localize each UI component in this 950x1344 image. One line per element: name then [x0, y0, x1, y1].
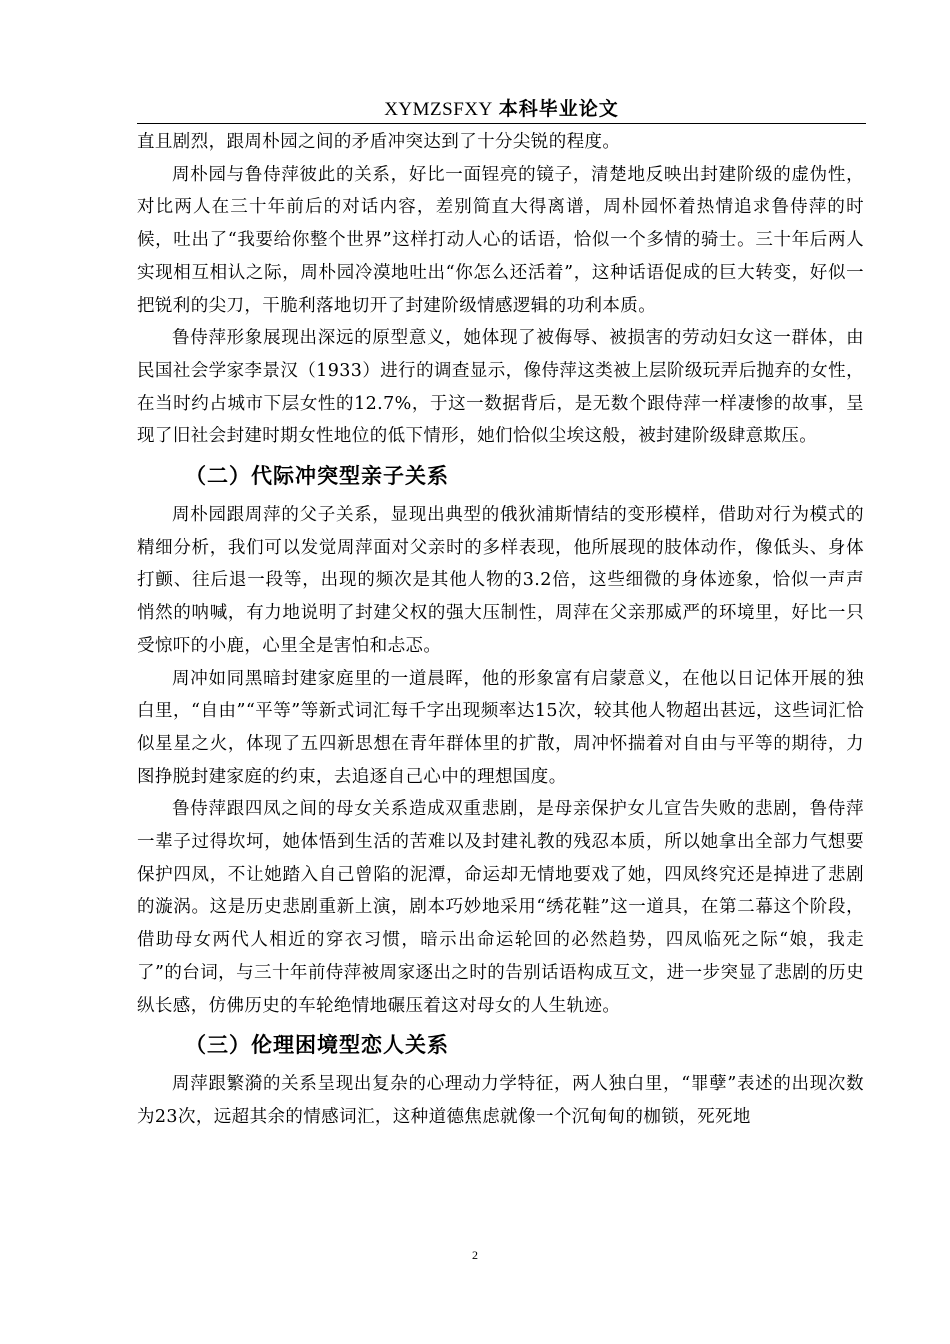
body-paragraph: 周朴园与鲁侍萍彼此的关系，好比一面锃亮的镜子，清楚地反映出封建阶级的虚伪性，对比两人在三十年前后的对话内容，差别简直大得离谱，周朴园怀着热情追求鲁侍萍的时候，吐出了“我要给你整个世界”这样打动人心的话语，恰似一个多情的骑士。三十年后两人实现相互相认之际，周朴园冷漠地吐出“你怎么还活着”，这种话语促成的巨大转变，好似一把锐利的尖刀，干脆利落地切开了封建阶级情感逻辑的功利本质。 — [137, 164, 864, 316]
running-header — [137, 96, 866, 122]
body-paragraph: 周冲如同黑暗封建家庭里的一道晨晖，他的形象富有启蒙意义，在他以日记体开展的独白里，“自由”“平等”等新式词汇每千字出现频率达15次，较其他人物超出甚远，这些词汇恰似星星之火，体现了五四新思想在青年群体里的扩散，周冲怀揣着对自由与平等的期待，力图挣脱封建家庭的约束，去追逐自己心中的理想国度。 — [137, 668, 864, 787]
section-heading-3: （三）伦理困境型恋人关系 — [185, 1033, 449, 1058]
body-paragraph: 周朴园跟周萍的父子关系，显现出典型的俄狄浦斯情结的变形模样，借助对行为模式的精细分析，我们可以发觉周萍面对父亲时的多样表现，他所展现的肢体动作，像低头、身体打颤、往后退一段等，出现的频次是其他人物的3.2倍，这些细微的身体迹象，恰似一声声悄然的呐喊，有力地说明了封建父权的强大压制性，周萍在父亲那威严的环境里，好比一只受惊吓的小鹿，心里全是害怕和忐忑。 — [137, 505, 864, 656]
header-title: 本科毕业论文 — [498, 98, 619, 120]
body-paragraph: 鲁侍萍形象展现出深远的原型意义，她体现了被侮辱、被损害的劳动妇女这一群体，由民国社会学家李景汉（1933）进行的调查显示，像侍萍这类被上层阶级玩弄后抛弃的女性，在当时约占城市下层女性的12.7%，于这一数据背后，是无数个跟侍萍一样凄惨的故事，呈现了旧社会封建时期女性地位的低下情形，她们恰似尘埃这般，被封建阶级肆意欺压。 — [137, 328, 864, 447]
body-paragraph: 周萍跟繁漪的关系呈现出复杂的心理动力学特征，两人独白里，“罪孽”表述的出现次数为23次，远超其余的情感词汇，这种道德焦虑就像一个沉甸甸的枷锁，死死地 — [137, 1074, 864, 1127]
body-paragraph: 鲁侍萍跟四凤之间的母女关系造成双重悲剧，是母亲保护女儿宣告失败的悲剧，鲁侍萍一辈子过得坎坷，她体悟到生活的苦难以及封建礼教的残忍本质，所以她拿出全部力气想要保护四凤，不让她踏入自己曾陷的泥潭，命运却无情地要戏了她，四凤终究还是掉进了悲剧的漩涡。这是历史悲剧重新上演，剧本巧妙地采用“绣花鞋”这一道具，在第二幕这个阶段，借助母女两代人相近的穿衣习惯，暗示出命运轮回的必然趋势，四凤临死之际“娘，我走了”的台词，与三十年前侍萍被周家逐出之时的告别话语构成互文，进一步突显了悲剧的历史纵长感，仿佛历史的车轮绝情地碾压着这对母女的人生轨迹。 — [137, 799, 864, 1016]
header-code: XYMZSFXY — [384, 99, 493, 120]
body-text — [137, 126, 864, 1134]
page-number: 2 — [472, 1248, 478, 1262]
header-rule — [137, 123, 866, 124]
section-heading-2: （二）代际冲突型亲子关系 — [185, 464, 449, 489]
body-paragraph-continued: 直且剧烈，跟周朴园之间的矛盾冲突达到了十分尖锐的程度。 — [137, 132, 621, 152]
